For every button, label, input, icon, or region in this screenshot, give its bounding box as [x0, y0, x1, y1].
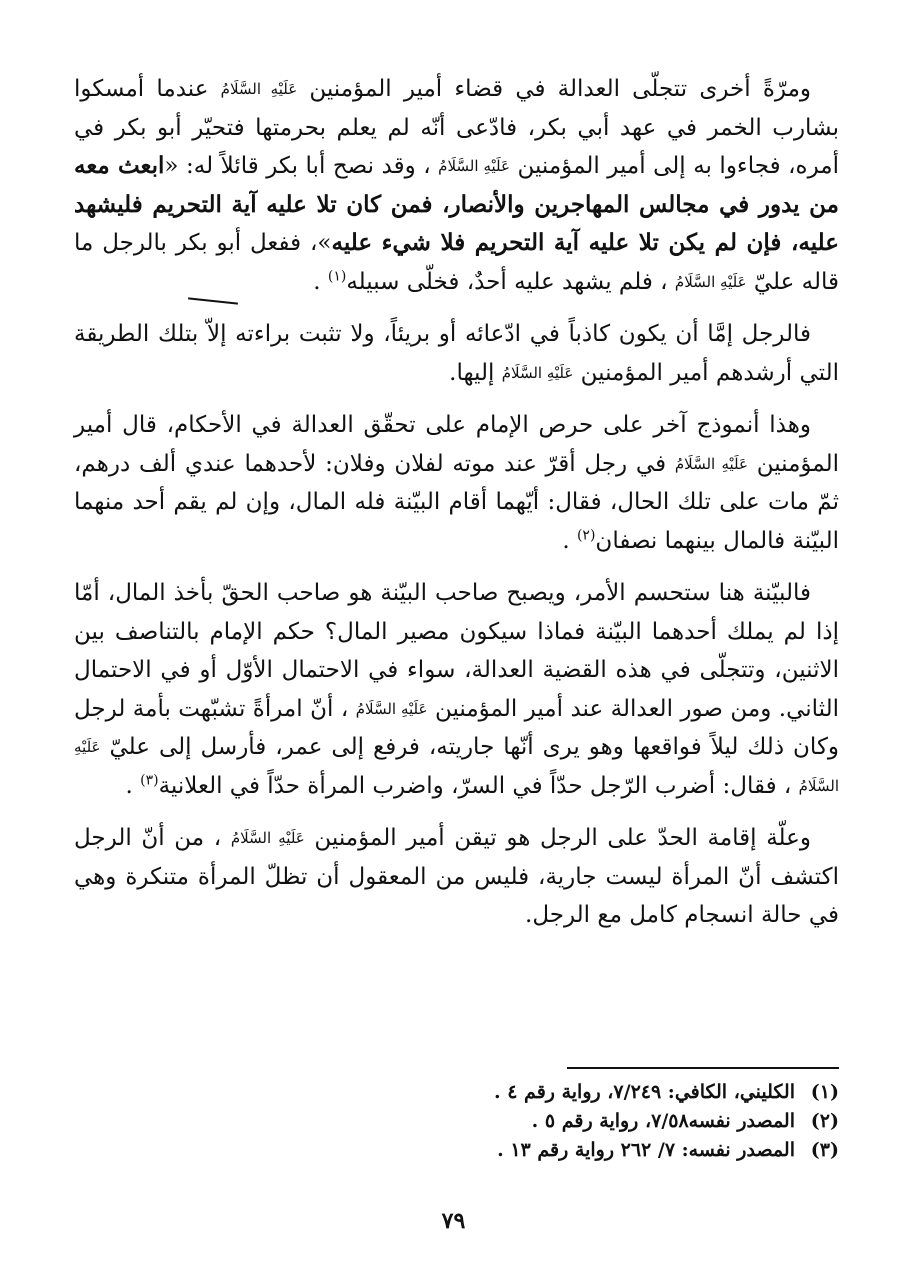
honorific-mark: عَلَيْهِ السَّلَامُ: [220, 80, 298, 98]
footnote-3: [74, 1136, 839, 1165]
honorific-mark: عَلَيْهِ السَّلَامُ: [230, 829, 305, 847]
paragraph-text: .: [313, 268, 328, 295]
paragraph-text: »، ففعل أبو بكر بالرجل ما قاله عليّ: [74, 230, 839, 295]
footnote-reference: (٣): [140, 771, 159, 788]
page-body: [74, 70, 839, 949]
honorific-mark: عَلَيْهِ السَّلَامُ: [674, 454, 748, 473]
honorific-mark: عَلَيْهِ السَّلَامُ: [355, 699, 428, 718]
paragraph-4: [74, 574, 839, 805]
footnote-text: المصدر نفسه: ٧/ ٢٦٢ رواية رقم ١٣ .: [497, 1139, 795, 1161]
paragraph-text: .: [562, 527, 577, 554]
paragraph-text: ، فلم يشهد عليه أحدٌ، فخلّى سبيله: [346, 268, 675, 295]
paragraph-text: وهذا أنموذج آخر على حرص الإمام على تحقّق العدالة في الأحكام، قال أمير المؤمنين: [74, 412, 839, 477]
footnote-number: (١): [810, 1081, 839, 1103]
footnote-reference: (٢): [576, 526, 596, 543]
footnote-number: (٣): [810, 1139, 839, 1161]
footnote-2: [74, 1107, 839, 1136]
paragraph-3: [74, 406, 839, 560]
paragraph-text: في رجل أقرّ عند موته لفلان وفلان: لأحدهما عندي ألف درهم، ثمّ مات على تلك الحال، فقال: أيّهما أقام البيّنة فله المال، وإن لم يقم أحد منهما البيّنة فالمال بينهما نصفان: [74, 450, 839, 554]
quoted-text: ابعث معه من يدور في مجالس المهاجرين والأنصار، فمن كان تلا عليه آية التحريم فليشهد عليه، فإن لم يكن تلا عليه آية التحريم فلا شيء عليه: [74, 152, 840, 256]
paragraph-text: ومرّةً أخرى تتجلّى العدالة في قضاء أمير المؤمنين: [297, 76, 812, 102]
paragraph-1: [74, 70, 839, 301]
paragraph-text: عندما أمسكوا بشارب الخمر في عهد أبي بكر، فادّعى أنّه لم يعلم بحرمتها فتحيّر أبو بكر في أمره، فجاءوا به إلى أمير المؤمنين: [74, 76, 839, 179]
paragraph-5: [74, 819, 839, 935]
footnote-text: الكليني، الكافي: ٧/٢٤٩، رواية رقم ٤ .: [493, 1081, 795, 1103]
footnotes: [74, 1078, 839, 1165]
paragraph-text: ، وقد نصح أبا بكر قائلاً له: «: [164, 153, 439, 179]
honorific-mark: عَلَيْهِ السَّلَامُ: [74, 738, 839, 795]
honorific-mark: عَلَيْهِ السَّلَامُ: [438, 157, 510, 175]
paragraph-2: [74, 315, 839, 392]
footnote-number: (٢): [810, 1110, 839, 1132]
honorific-mark: عَلَيْهِ السَّلَامُ: [501, 363, 574, 382]
footnote-text: المصدر نفسه٧/٥٨، رواية رقم ٥ .: [531, 1110, 795, 1132]
paragraph-text: وعلّة إقامة الحدّ على الرجل هو تيقن أمير المؤمنين: [304, 825, 811, 851]
paragraph-text: إليها.: [449, 359, 502, 386]
paragraph-text: ، فقال: أضرب الرّجل حدّاً في السرّ، واضرب المرأة حدّاً في العلانية: [158, 772, 799, 799]
paragraph-text: فالرجل إمَّا أن يكون كاذباً في ادّعائه أو بريئاً، ولا تثبت براءته إلاّ بتلك الطريقة التي أرشدهم أمير المؤمنين: [74, 321, 839, 386]
paragraph-text: ، أنّ امرأةً تشبّهت بأمة لرجل وكان ذلك ليلاً فواقعها وهو يرى أنّها جاريته، فرفع إلى عمر، فأرسل إلى عليّ: [74, 695, 839, 760]
honorific-mark: عَلَيْهِ السَّلَامُ: [674, 272, 747, 291]
page-number: ٧٩: [441, 1208, 466, 1234]
footnote-reference: (١): [327, 267, 347, 284]
paragraph-text: ، من أنّ الرجل اكتشف أنّ المرأة ليست جارية، فليس من المعقول أن تظلّ المرأة متنكرة وهي في حالة انسجام كامل مع الرجل.: [74, 825, 839, 928]
paragraph-text: .: [125, 772, 141, 799]
footnote-1: [74, 1078, 839, 1107]
footnote-separator: [567, 1067, 839, 1069]
paragraph-text: فالبيّنة هنا ستحسم الأمر، ويصبح صاحب البيّنة هو صاحب الحقّ بأخذ المال، أمّا إذا لم يملك أحدهما البيّنة فماذا سيكون مصير المال؟ حكم الإمام بالتناصف بين الاثنين، وتتجلّى في هذه القضية العدالة، سواء في الاحتمال الأوّل أو في الاحتمال الثاني. ومن صور العدالة عند أمير المؤمنين: [74, 580, 840, 722]
